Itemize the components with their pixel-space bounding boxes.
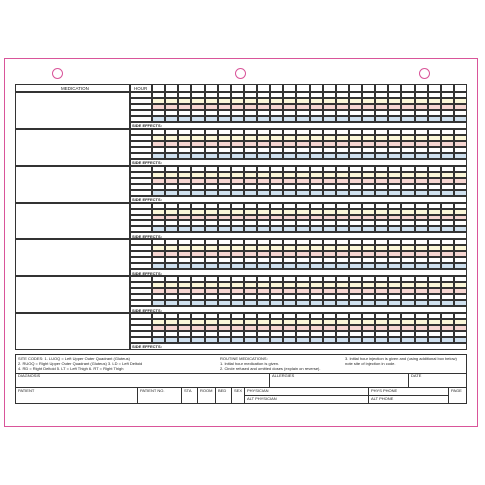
alt-physician-label: ALT PHYSICIAN [247, 396, 277, 401]
hour-header-cell[interactable] [323, 84, 336, 92]
allergies-label: ALLERGIES [272, 373, 295, 378]
side-effects-cell[interactable] [130, 343, 467, 350]
site-codes-line-1: SITE CODES: 1. LUOQ = Left Upper Outer Quadrant (Gluteus) [18, 356, 130, 361]
hour-header-cell[interactable] [428, 84, 441, 92]
medication-name-cell[interactable] [15, 276, 130, 313]
medication-name-cell[interactable] [15, 239, 130, 276]
side-effects-cell[interactable] [130, 306, 467, 313]
side-effects-cell[interactable] [130, 122, 467, 129]
medication-name-cell[interactable] [15, 129, 130, 166]
hour-header-cell[interactable] [310, 84, 323, 92]
hour-header-cell[interactable] [454, 84, 467, 92]
hour-header-cell[interactable] [362, 84, 375, 92]
side-effects-label: SIDE EFFECTS: [132, 233, 163, 239]
hour-header-cell[interactable] [336, 84, 349, 92]
sex-label: SEX [234, 388, 243, 393]
side-effects-cell[interactable] [130, 232, 467, 239]
side-effects-label: SIDE EFFECTS: [132, 160, 163, 166]
routine-medications-line-2: 1. Initial hour medication is given. [220, 361, 280, 366]
initial-hour-line-1: 3. Initial hour injection is given and (using additional box below) [345, 356, 457, 361]
side-effects-cell[interactable] [130, 269, 467, 276]
hour-header-cell[interactable] [441, 84, 454, 92]
medication-block [15, 276, 467, 313]
hour-header-cell[interactable] [178, 84, 191, 92]
medication-header-cell [15, 84, 130, 92]
hour-header-cell[interactable] [152, 84, 165, 92]
medication-form [15, 84, 467, 414]
sta-label: STA [184, 388, 192, 393]
site-codes-line-2: 2. RUOQ = Right Upper Outer Quadrant (Gluteus) 3. LD = Left Deltoid [18, 361, 143, 366]
hour-header-cell[interactable] [283, 84, 296, 92]
patient-label: PATIENT [18, 388, 35, 393]
medication-name-cell[interactable] [15, 166, 130, 203]
diagnosis-label: DIAGNOSIS [18, 373, 41, 378]
alt-phone-label: ALT PHONE [371, 396, 394, 401]
hour-header-cell [130, 84, 152, 92]
initial-hour-line-2: note site of injection in code. [345, 361, 396, 366]
site-codes-line-3: 4. RD = Right Deltoid 5. LT = Left Thigh 6. RT = Right Thigh [18, 366, 124, 371]
hour-header-cell[interactable] [191, 84, 204, 92]
side-effects-cell[interactable] [130, 159, 467, 166]
medication-name-cell[interactable] [15, 313, 130, 350]
medication-header-label: MEDICATION [61, 86, 89, 91]
hour-header-cell[interactable] [231, 84, 244, 92]
hour-header-cell[interactable] [388, 84, 401, 92]
punch-hole-right [419, 68, 430, 79]
hour-header-row [152, 84, 467, 92]
medication-block [15, 203, 467, 240]
side-effects-cell[interactable] [130, 196, 467, 203]
side-effects-label: SIDE EFFECTS: [132, 123, 163, 129]
medication-block [15, 129, 467, 166]
medication-block [15, 313, 467, 350]
side-effects-label: SIDE EFFECTS: [132, 307, 163, 313]
medication-block [15, 92, 467, 129]
side-effects-label: SIDE EFFECTS: [132, 344, 163, 350]
medication-blocks [15, 92, 467, 350]
side-effects-label: SIDE EFFECTS: [132, 270, 163, 276]
patient-no-label: PATIENT NO. [140, 388, 165, 393]
medication-block [15, 239, 467, 276]
side-effects-label: SIDE EFFECTS: [132, 197, 163, 203]
medication-name-cell[interactable] [15, 203, 130, 240]
punch-hole-left [52, 68, 63, 79]
bed-label: BED [218, 388, 227, 393]
page-label: PAGE [451, 388, 462, 393]
hour-header-cell[interactable] [349, 84, 362, 92]
hour-header-cell[interactable] [270, 84, 283, 92]
hour-header-cell[interactable] [375, 84, 388, 92]
punch-hole-center [235, 68, 246, 79]
room-label: ROOM [200, 388, 213, 393]
hour-header-cell[interactable] [401, 84, 414, 92]
hour-header-cell[interactable] [296, 84, 309, 92]
hour-header-cell[interactable] [165, 84, 178, 92]
date-label: DATE [411, 373, 422, 378]
hour-header-cell[interactable] [218, 84, 231, 92]
medication-block [15, 166, 467, 203]
routine-medications-line-1: ROUTINE MEDICATIONS: [220, 356, 268, 361]
hour-header-cell[interactable] [415, 84, 428, 92]
hour-header-label: HOUR [134, 86, 148, 91]
hour-header-cell[interactable] [205, 84, 218, 92]
routine-medications-line-3: 2. Circle refused and omitted doses (explain on reverse). [220, 366, 321, 371]
hour-header-cell[interactable] [244, 84, 257, 92]
phys-phone-label: PHYS PHONE [371, 388, 398, 393]
medication-name-cell[interactable] [15, 92, 130, 129]
physician-label: PHYSICIAN [247, 388, 269, 393]
hour-header-cell[interactable] [257, 84, 270, 92]
